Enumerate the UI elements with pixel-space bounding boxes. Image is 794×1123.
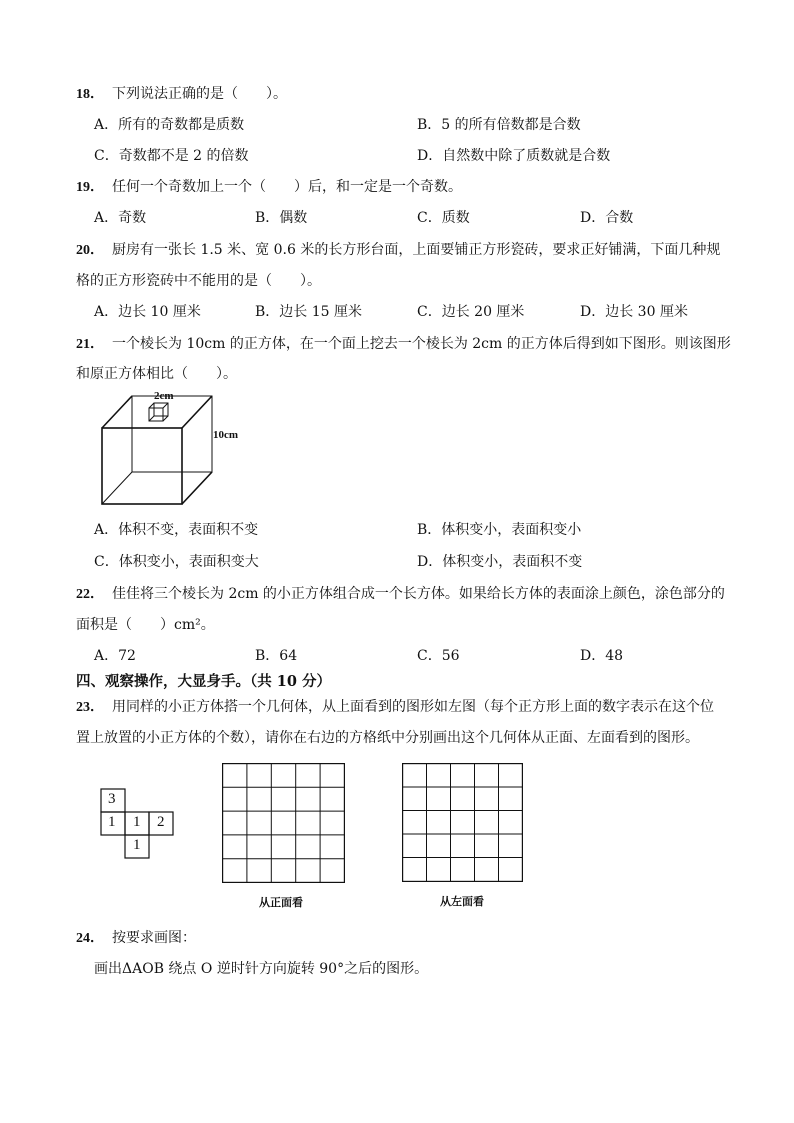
q21-option-b: B．体积变小，表面积变小 — [417, 522, 582, 538]
q22-number: 22． — [76, 587, 104, 602]
q18-number: 18． — [76, 87, 104, 102]
q20-option-a: A．边长 10 厘米 — [94, 304, 201, 320]
section-heading: 四、观察操作，大显身手。（共 10 分） — [76, 673, 332, 690]
q21-number: 21． — [76, 337, 104, 352]
q20-option-b: B．边长 15 厘米 — [255, 304, 363, 320]
q21-stem-line2: 和原正方体相比（ ）。 — [76, 366, 237, 382]
q22-option-b: B．64 — [255, 648, 298, 664]
top-view-cell-4: 2 — [157, 814, 165, 830]
q22-option-c: C．56 — [417, 648, 460, 664]
q19-option-a: A．奇数 — [94, 210, 147, 226]
q22-stem-line2: 面积是（ ）cm²。 — [76, 617, 215, 633]
q18-option-b: B．5 的所有倍数都是合数 — [417, 117, 581, 133]
q23-stem-line1: 用同样的小正方体搭一个几何体，从上面看到的图形如左图（每个正方形上面的数字表示在这个位 — [112, 699, 714, 715]
left-view-label: 从左面看 — [440, 895, 484, 908]
q20-number: 20． — [76, 243, 104, 258]
q22-stem-line1: 佳佳将三个棱长为 2cm 的小正方体组合成一个长方体。如果给长方体的表面涂上颜色，涂色部分的 — [112, 586, 725, 602]
left-view-grid — [402, 763, 523, 882]
q21-option-a: A．体积不变，表面积不变 — [94, 522, 259, 538]
q19-option-d: D．合数 — [580, 210, 634, 226]
q24-stem: 按要求画图： — [112, 930, 196, 946]
q20-stem-line2: 格的正方形瓷砖中不能用的是（ ）。 — [76, 273, 321, 289]
q21-option-d: D．体积变小，表面积不变 — [417, 554, 583, 570]
top-view-cell-1: 3 — [108, 791, 116, 807]
q24-task: 画出ΔAOB 绕点 O 逆时针方向旋转 90°之后的图形。 — [94, 961, 429, 977]
q22-option-a: A．72 — [94, 648, 136, 664]
q19-stem: 任何一个奇数加上一个（ ）后，和一定是一个奇数。 — [112, 179, 462, 195]
q24-number: 24． — [76, 931, 104, 946]
cube-figure — [96, 392, 276, 510]
top-view-cell-5: 1 — [133, 837, 141, 853]
front-view-label: 从正面看 — [259, 896, 303, 909]
q18-stem: 下列说法正确的是（ ）。 — [112, 86, 287, 102]
q23-number: 23． — [76, 700, 104, 715]
q18-option-d: D．自然数中除了质数就是合数 — [417, 148, 611, 164]
q21-option-c: C．体积变小，表面积变大 — [94, 554, 259, 570]
q20-option-c: C．边长 20 厘米 — [417, 304, 525, 320]
cube-big-edge-label: 10cm — [213, 429, 239, 441]
q19-option-c: C．质数 — [417, 210, 470, 226]
q18-option-c: C．奇数都不是 2 的倍数 — [94, 148, 249, 164]
q20-stem-line1: 厨房有一张长 1.5 米、宽 0.6 米的长方形台面，上面要铺正方形瓷砖，要求正好铺满，下面几种规 — [112, 242, 721, 258]
q20-option-d: D．边长 30 厘米 — [580, 304, 688, 320]
cube-small-edge-label: 2cm — [154, 390, 174, 402]
q18-option-a: A．所有的奇数都是质数 — [94, 117, 245, 133]
front-view-grid — [222, 763, 345, 883]
top-view-figure — [100, 788, 180, 860]
q22-option-d: D．48 — [580, 648, 624, 664]
q19-number: 19． — [76, 180, 104, 195]
top-view-cell-2: 1 — [108, 814, 116, 830]
q19-option-b: B．偶数 — [255, 210, 308, 226]
top-view-cell-3: 1 — [133, 814, 141, 830]
q21-stem-line1: 一个棱长为 10cm 的正方体，在一个面上挖去一个棱长为 2cm 的正方体后得到如下图形。则该图形 — [112, 336, 731, 352]
q23-stem-line2: 置上放置的小正方体的个数），请你在右边的方格纸中分别画出这个几何体从正面、左面看到的图形。 — [76, 730, 699, 746]
